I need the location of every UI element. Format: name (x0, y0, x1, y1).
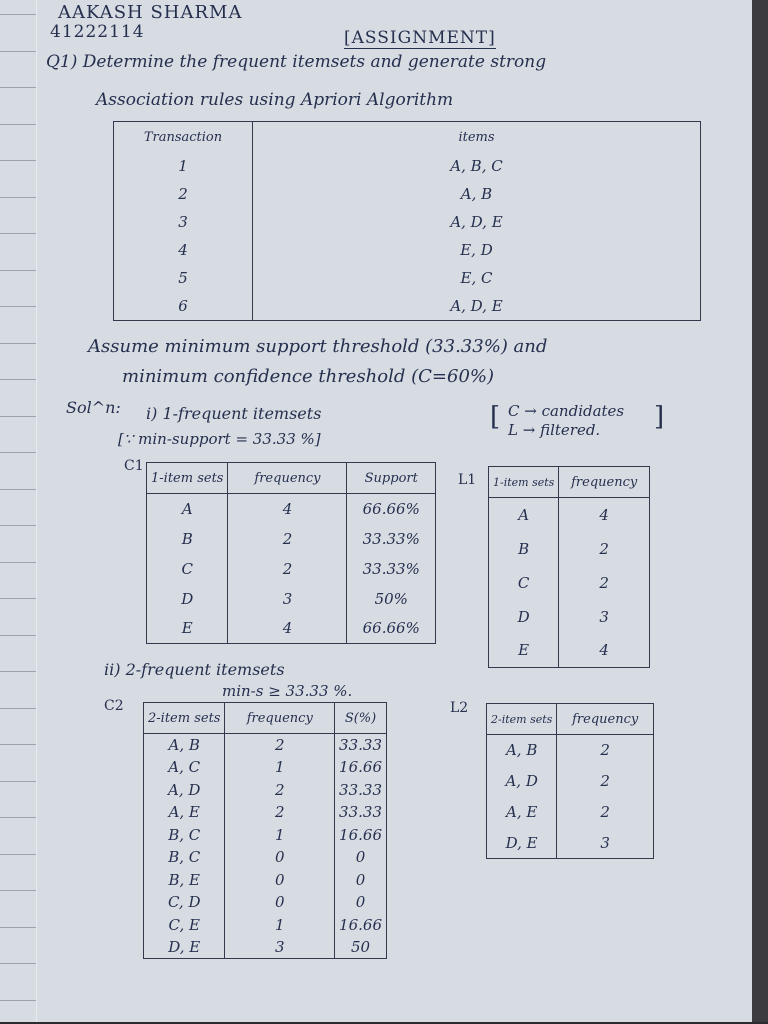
c2-cell: A, B (144, 734, 225, 757)
l1-body (489, 498, 650, 668)
c2-header-support: S(%) (335, 703, 387, 734)
c2-row (144, 734, 387, 757)
l1-cell: 2 (559, 566, 650, 600)
c1-cell: 3 (228, 584, 347, 614)
transaction-cell: A, B (253, 180, 701, 208)
l2-row (487, 735, 654, 766)
l2-row (487, 766, 654, 797)
rule-tick (0, 51, 36, 52)
c1-row (147, 584, 436, 614)
c2-cell: 33.33 (335, 801, 387, 824)
transaction-cell: 4 (114, 236, 253, 264)
transaction-row (114, 236, 701, 264)
c2-cell: 2 (225, 779, 335, 802)
question-line-2: Association rules using Apriori Algorithm (96, 90, 454, 110)
c2-row (144, 824, 387, 847)
c2-row (144, 779, 387, 802)
header-items: items (253, 122, 701, 153)
transaction-cell: 1 (114, 152, 253, 180)
c1-cell: 33.33% (347, 524, 436, 554)
c2-cell: 50 (335, 936, 387, 959)
c1-cell: 2 (228, 524, 347, 554)
c1-cell: 50% (347, 584, 436, 614)
rule-tick (0, 197, 36, 198)
c2-cell: B, E (144, 869, 225, 892)
transaction-cell: 6 (114, 292, 253, 320)
min-support-condition: min-s ≥ 33.33 %. (222, 682, 353, 700)
c1-cell: D (147, 584, 228, 614)
assignment-heading: [ASSIGNMENT] (344, 28, 496, 48)
l2-table (486, 703, 654, 859)
transaction-cell: E, D (253, 236, 701, 264)
c1-body (147, 494, 436, 644)
legend-filtered: L → filtered. (508, 421, 601, 439)
c2-cell: 33.33 (335, 734, 387, 757)
rule-tick (0, 890, 36, 891)
c1-cell: 4 (228, 494, 347, 524)
step-2-heading: ii) 2-frequent itemsets (104, 660, 285, 679)
l1-cell: E (489, 634, 559, 668)
c2-cell: 3 (225, 936, 335, 959)
l2-cell: A, D (487, 766, 557, 797)
rule-tick (0, 927, 36, 928)
l1-cell: 3 (559, 600, 650, 634)
transaction-row (114, 152, 701, 180)
roll-number: 41222114 (50, 22, 145, 42)
transaction-cell: E, C (253, 264, 701, 292)
transaction-cell: 5 (114, 264, 253, 292)
transaction-cell: A, B, C (253, 152, 701, 180)
rule-tick (0, 343, 36, 344)
c2-cell: 16.66 (335, 756, 387, 779)
rule-tick (0, 14, 36, 15)
c2-cell: A, D (144, 779, 225, 802)
c2-cell: 1 (225, 914, 335, 937)
c1-cell: 33.33% (347, 554, 436, 584)
rule-tick (0, 744, 36, 745)
c2-row (144, 801, 387, 824)
l2-cell: 3 (557, 828, 654, 859)
transaction-row (114, 180, 701, 208)
transactions-table (113, 121, 701, 321)
l1-row (489, 634, 650, 668)
c2-row (144, 846, 387, 869)
c1-row (147, 494, 436, 524)
c2-cell: 16.66 (335, 914, 387, 937)
c2-cell: B, C (144, 824, 225, 847)
c2-cell: A, E (144, 801, 225, 824)
rule-tick (0, 817, 36, 818)
transaction-cell: 2 (114, 180, 253, 208)
c2-cell: 0 (225, 869, 335, 892)
step-1-heading: i) 1-frequent itemsets (146, 404, 322, 423)
c2-cell: 33.33 (335, 779, 387, 802)
c2-cell: 0 (335, 846, 387, 869)
rule-tick (0, 379, 36, 380)
l2-header-frequency: frequency (557, 704, 654, 735)
c2-cell: D, E (144, 936, 225, 959)
rule-tick (0, 562, 36, 563)
l1-row (489, 532, 650, 566)
c1-cell: A (147, 494, 228, 524)
l2-row (487, 797, 654, 828)
student-name: AAKASH SHARMA (58, 2, 243, 23)
transaction-row (114, 292, 701, 320)
l1-row (489, 566, 650, 600)
rule-tick (0, 671, 36, 672)
transaction-row (114, 264, 701, 292)
c1-cell: 4 (228, 614, 347, 644)
l1-cell: B (489, 532, 559, 566)
assumption-line-2: minimum confidence threshold (C=60%) (122, 366, 495, 387)
question-line-1: Q1) Determine the frequent itemsets and generate strong (46, 52, 547, 72)
c2-cell: A, C (144, 756, 225, 779)
l1-cell: A (489, 498, 559, 532)
c2-row (144, 756, 387, 779)
c2-header-itemsets: 2-item sets (144, 703, 225, 734)
rule-tick (0, 233, 36, 234)
l2-cell: D, E (487, 828, 557, 859)
rule-tick (0, 1000, 36, 1001)
c2-body (144, 734, 387, 959)
c1-table (146, 462, 436, 644)
rule-tick (0, 963, 36, 964)
rule-tick (0, 635, 36, 636)
legend-bracket-left: [ (490, 402, 501, 432)
c2-table (143, 702, 387, 959)
rule-tick (0, 489, 36, 490)
l1-row (489, 498, 650, 532)
l1-label: L1 (458, 472, 477, 488)
c2-row (144, 869, 387, 892)
c1-cell: 2 (228, 554, 347, 584)
l2-label: L2 (450, 700, 469, 716)
c1-cell: 66.66% (347, 614, 436, 644)
c1-row (147, 524, 436, 554)
l1-cell: D (489, 600, 559, 634)
c2-cell: C, E (144, 914, 225, 937)
c2-cell: 0 (335, 869, 387, 892)
l2-row (487, 828, 654, 859)
rule-tick (0, 416, 36, 417)
c2-cell: 2 (225, 734, 335, 757)
c2-cell: 0 (225, 846, 335, 869)
rule-tick (0, 854, 36, 855)
c1-cell: C (147, 554, 228, 584)
c2-label: C2 (104, 698, 124, 714)
c2-cell: C, D (144, 891, 225, 914)
c2-cell: 2 (225, 801, 335, 824)
transaction-cell: A, D, E (253, 208, 701, 236)
rule-tick (0, 452, 36, 453)
rule-tick (0, 270, 36, 271)
c1-header-itemsets: 1-item sets (147, 463, 228, 494)
assumption-line-1: Assume minimum support threshold (33.33%) and (88, 336, 548, 357)
c2-cell: 0 (335, 891, 387, 914)
l1-cell: 4 (559, 634, 650, 668)
transactions-body (114, 152, 701, 320)
legend-bracket-right: ] (654, 402, 665, 432)
c1-label: C1 (124, 458, 144, 474)
l2-body (487, 735, 654, 859)
c2-cell: B, C (144, 846, 225, 869)
l1-header-itemsets: 1-item sets (489, 467, 559, 498)
margin-line (36, 0, 37, 1024)
l1-row (489, 600, 650, 634)
rule-tick (0, 124, 36, 125)
l1-header-frequency: frequency (559, 467, 650, 498)
transaction-row (114, 208, 701, 236)
l2-cell: 2 (557, 797, 654, 828)
rule-tick (0, 598, 36, 599)
l1-cell: 4 (559, 498, 650, 532)
c1-cell: 66.66% (347, 494, 436, 524)
rule-tick (0, 525, 36, 526)
l2-header-itemsets: 2-item sets (487, 704, 557, 735)
l1-cell: 2 (559, 532, 650, 566)
c2-row (144, 891, 387, 914)
l1-cell: C (489, 566, 559, 600)
solution-label: Sol^n: (66, 398, 121, 417)
c2-cell: 0 (225, 891, 335, 914)
rule-tick (0, 708, 36, 709)
transaction-cell: A, D, E (253, 292, 701, 320)
c2-row (144, 914, 387, 937)
min-support-note: [∵ min-support = 33.33 %] (118, 430, 321, 448)
c1-cell: E (147, 614, 228, 644)
c1-row (147, 614, 436, 644)
c1-header-frequency: frequency (228, 463, 347, 494)
c2-cell: 1 (225, 756, 335, 779)
legend-candidates: C → candidates (508, 402, 625, 420)
rule-tick (0, 781, 36, 782)
c2-cell: 16.66 (335, 824, 387, 847)
l1-table (488, 466, 650, 668)
transaction-cell: 3 (114, 208, 253, 236)
c1-cell: B (147, 524, 228, 554)
rule-tick (0, 306, 36, 307)
rule-tick (0, 160, 36, 161)
rule-tick (0, 87, 36, 88)
header-transaction: Transaction (114, 122, 253, 153)
c1-row (147, 554, 436, 584)
l2-cell: A, B (487, 735, 557, 766)
l2-cell: 2 (557, 735, 654, 766)
c1-header-support: Support (347, 463, 436, 494)
l2-cell: A, E (487, 797, 557, 828)
c2-header-frequency: frequency (225, 703, 335, 734)
c2-row (144, 936, 387, 959)
l2-cell: 2 (557, 766, 654, 797)
c2-cell: 1 (225, 824, 335, 847)
